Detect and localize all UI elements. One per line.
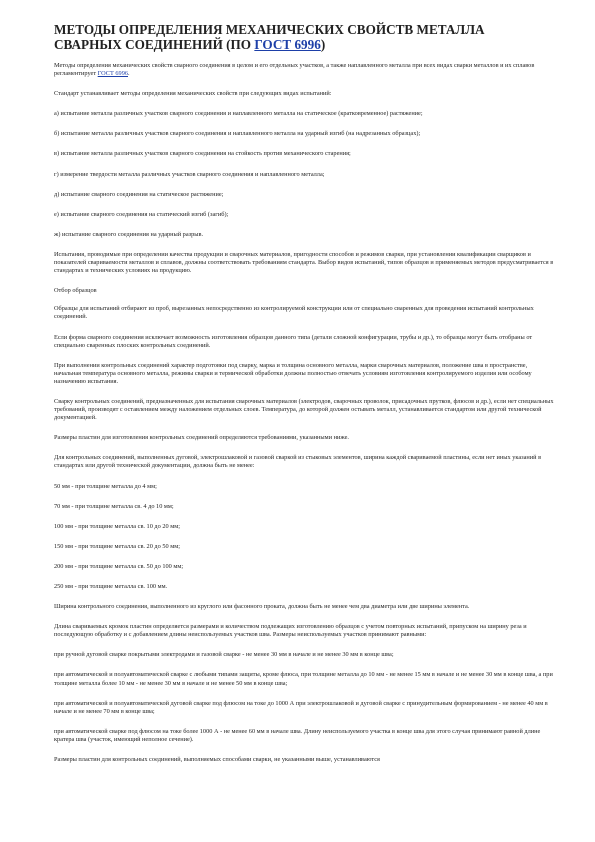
intro-gost-link[interactable]: ГОСТ 6996 <box>97 70 128 78</box>
test-item-g: г) измерение твердости металла различных участков сварного соединения и наплавленного металла; <box>54 170 325 178</box>
round-profile-paragraph: Ширина контрольного соединения, выполненного из круглого или фасонного проката, должна быть не менее чем два диаметра или две ширины элемента. <box>54 603 470 611</box>
unused-rule-item: при ручной дуговой сварке покрытыми электродами и газовой сварке - не менее 30 мм в начале и не менее 30 мм в конце шва; <box>54 651 394 659</box>
test-item-v: в) испытание металла различных участков сварного соединения на стойкость против механического старения; <box>54 150 351 158</box>
intro-end: . <box>128 70 130 78</box>
last-paragraph: Размеры пластин для контрольных соединений, выполняемых способами сварки, не указанными выше, устанавливаются <box>54 756 380 764</box>
title-text: МЕТОДЫ ОПРЕДЕЛЕНИЯ МЕХАНИЧЕСКИХ СВОЙСТВ МЕТАЛЛА СВАРНЫХ СОЕДИНЕНИЙ (ПО <box>54 22 485 52</box>
width-item: 150 мм - при толщине металла св. 20 до 50 мм; <box>54 542 180 550</box>
test-item-e: е) испытание сварного соединения на статический изгиб (загиб); <box>54 210 229 218</box>
test-item-d: д) испытание сварного соединения на статическое растяжение; <box>54 190 224 198</box>
test-item-zh: ж) испытание сварного соединения на ударный разрыв. <box>54 230 204 238</box>
width-item: 70 мм - при толщине металла св. 4 до 10 мм; <box>54 502 174 510</box>
test-item-a: а) испытание металла различных участков сварного соединения и наплавленного металла на статическое (кратковременное) растяжение; <box>54 110 423 118</box>
title-gost-link[interactable]: ГОСТ 6996 <box>254 37 321 52</box>
intro-paragraph <box>54 62 555 78</box>
sizes-intro-paragraph: Размеры пластин для изготовления контрольных соединений определяются требованиями, указанными ниже. <box>54 434 349 442</box>
standard-intro: Стандарт устанавливает методы определения механических свойств при следующих видах испытаний: <box>54 90 332 98</box>
title-suffix: ) <box>320 37 326 52</box>
intro-text: Методы определения механических свойств сварного соединения в целом и его отдельных участков, а также наплавленного металла при всех видах сварки металлов и их сплавов регламентирует <box>54 62 535 78</box>
page-title <box>54 22 555 52</box>
unused-rule-item: при автоматической сварке под флюсом на токе более 1000 А - не менее 60 мм в начале шва. Длину неиспользуемого участка в конце шва для этого случая принимают равной длине кратера шва (участок, имеющий неполное сечение). <box>54 727 541 743</box>
sampling-paragraph-2: Если форма сварного соединения исключает возможность изготовления образцов данного типа (детали сложной конфигурации, трубы и др.), то образцы могут быть отобраны от специально сваренных плоских контрольных соединений. <box>54 333 533 349</box>
unused-rule-item: при автоматической и полуавтоматической дуговой сварке под флюсом на токе до 1000 А при электрошлаковой и дуговой сварке с принудительным формированием - не менее 40 мм в начале и не менее 70 мм в конце шва; <box>54 699 548 715</box>
width-item: 250 мм - при толщине металла св. 100 мм. <box>54 583 168 590</box>
width-rule-paragraph: Для контрольных соединений, выполненных дуговой, электрошлаковой и газовой сваркой из стыковых элементов, ширина каждой свариваемой пластины, если нет иных указаний в стандартах или другой технической документации, должна быть не менее: <box>54 454 542 470</box>
tests-purpose-paragraph: Испытания, проводимые при определении качества продукции и сварочных материалов, пригодности способов и режимов сварки, при установлении квалификации сварщиков и показателей свариваемости металлов и сплавов, должны соответствовать требованиям стандарта. Выбор видов испытаний, типов образцов и применяемых методов предусматривается в стандартах и технических условиях на продукцию. <box>54 250 554 275</box>
width-item: 50 мм - при толщине металла до 4 мм; <box>54 482 157 490</box>
length-paragraph: Длина свариваемых кромок пластин определяется размерами и количеством подлежащих изготовлению образцов с учетом повторных испытаний, припуском на ширину реза и последующую обработку и с добавлением длины неиспользуемых участков шва. Размеры неиспользуемых участков принимают равными: <box>54 623 527 639</box>
sampling-paragraph-1: Образцы для испытаний отбирают из проб, вырезанных непосредственно из контролируемой конструкции или от специально сваренных для проведения испытаний контрольных соединений. <box>54 305 534 321</box>
unused-rule-item: при автоматической и полуавтоматической сварке с любыми типами защиты, кроме флюса, при толщине металла до 10 мм - не менее 15 мм в начале и не менее 30 мм в конце шва, а при толщине металла более 10 мм - не менее 30 мм в начале и не менее 50 мм в конце шва; <box>54 671 553 687</box>
width-item: 200 мм - при толщине металла св. 50 до 100 мм; <box>54 562 184 570</box>
test-item-b: б) испытание металла различных участков сварного соединения и наплавленного металла на ударный изгиб (на надрезанных образцах); <box>54 130 421 138</box>
width-item: 100 мм - при толщине металла св. 10 до 20 мм; <box>54 522 180 530</box>
sampling-paragraph-4: Сварку контрольных соединений, предназначенных для испытания сварочных материалов (электродов, сварочных проволок, присадочных прутков, флюсов и др.), если нет специальных требований, производят с оставлением между наложением отдельных слоев. Температура, до которой должен остывать металл, устанавливается стандартом или другой технической документацией. <box>54 397 554 422</box>
sampling-paragraph-3: При выполнении контрольных соединений характер подготовки под сварку, марка и толщина основного металла, марки сварочных материалов, положение шва в пространстве, начальная температура основного металла, режимы сварки и термической обработки должны полностью отвечать условиям изготовления контролируемого изделия или особому назначению испытания. <box>54 361 532 385</box>
section-heading-sampling: Отбор образцов <box>54 287 97 295</box>
